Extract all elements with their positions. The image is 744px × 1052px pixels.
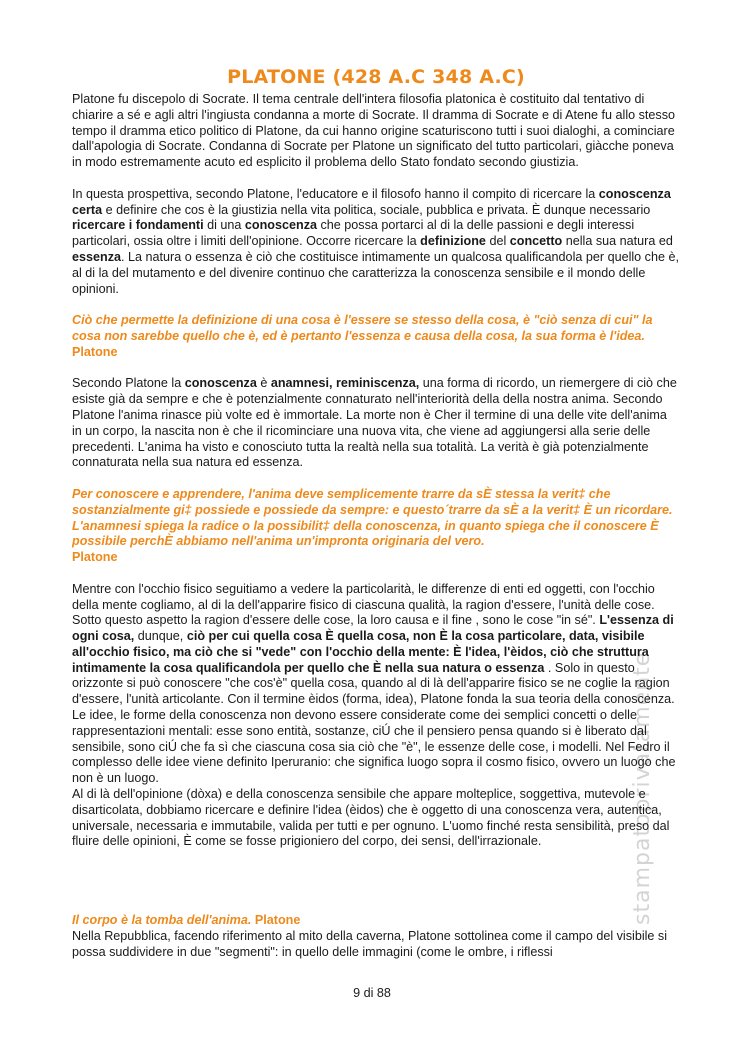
quote-author: Platone	[72, 344, 118, 359]
watermark: stampatoprivatamente	[630, 651, 655, 925]
paragraph-repubblica: Nella Repubblica, facendo riferimento al mito della caverna, Platone sottolinea come il campo del visibile si possa suddividere in due "segmenti": in quello delle immagini (come le ombre, i riflessi	[72, 929, 668, 960]
paragraph-anamnesi: Secondo Platone la conoscenza è anamnesi, reminiscenza, una forma di ricordo, un riemergere di ciò che esiste già da sempre e che è potenzialmente connaturato nell'interiorità della della nostra anima. Secondo Platone l'anima rinasce più volte ed è immortale. La morte non è Cher il termine di una delle vite dell'anima in un corpo, la nascita non è che il ricominciare una nuova vita, che viene ad aggiungersi alla serie delle precedenti. L'anima ha visto e conosciuto tutta la realtà nella sua totalità. La verità è già potenzialmente connaturata nella sua natura ed essenza.	[72, 376, 677, 470]
quote-corpo: Il corpo è la tomba dell'anima. Platone	[72, 913, 301, 928]
quote-definizione: Ciò che permette la definizione di una cosa è l'essere se stesso della cosa, è "ciò senza di cui" la cosa non sarebbe quello che è, ed è pertanto l'essenza e causa della cosa, la sua forma è l'idea. Platone	[72, 313, 653, 359]
paragraph-conoscenza: In questa prospettiva, secondo Platone, l'educatore e il filosofo hanno il compito di ricercare la conoscenza certa e definire che cos è la giustizia nella vita politica, sociale, pubblica e privata. È dunque necessario ricercare i fondamenti di una conoscenza che possa portarci al di la delle passioni e degli interessi particolari, ossia oltre i limiti dell'opinione. Occorre ricercare la definizione del concetto nella sua natura ed essenza. La natura o essenza è ciò che costituisce intimamente un qualcosa qualificandola per quello che è, al di la del mutamento e del divenire continuo che caratterizza la conoscenza sensibile e il mondo delle opinioni.	[72, 186, 679, 296]
paragraph-opinione: Al di là dell'opinione (dòxa) e della conoscenza sensibile che appare molteplice, soggettiva, mutevole e disarticolata, dobbiamo ricercare e definire l'idea (èidos) che è oggetto di una conoscenza vera, autentica, universale, necessaria e immutabile, valida per tutti e per ognuno. L'uomo finché resta sensibilità, preso dal fluire delle opinioni, È come se fosse prigioniero del corpo, dei sensi, dell'irrazionale.	[72, 787, 670, 849]
document-page	[72, 66, 680, 961]
quote-author: Platone	[254, 913, 301, 928]
quote-anamnesi: Per conoscere e apprendere, l'anima deve semplicemente trarre da sÈ stessa la verit‡ che sostanzialmente gi‡ possiede e possiede da sempre: e questo´trarre da sÈ a la verit‡ È un ricordare. L'anamnesi spiega la radice o la possibilit‡ della conoscenza, in quanto spiega che il conoscere È possibile perchÈ abbiamo nell'anima un'impronta originaria del vero. Platone	[72, 486, 673, 565]
paragraph-intro: Platone fu discepolo di Socrate. Il tema centrale dell'intera filosofia platonica è costituito dal tentativo di chiarire a sé e agli altri l'ingiusta condanna a morte di Socrate. Il dramma di Socrate e di Atene fu allo stesso tempo il dramma etico politico di Platone, da cui hanno origine scaturiscono tutti i suoi dialoghi, a cominciare dall'apologia di Socrate. Condanna di Socrate per Platone un significato del tutto particolari, giàcche poneva in modo estremamente acuto ed esplicito il problema dello Stato fondato secondo giustizia.	[72, 92, 676, 170]
paragraph-idea: Mentre con l'occhio fisico seguitiamo a vedere la particolarità, le differenze di enti ed oggetti, con l'occhio della mente cogliamo, al di la dell'apparire fisico di ciascuna qualità, la ragion d'essere, l'unità delle cose. Sotto questo aspetto la ragion d'essere delle cose, la loro causa e il fine , sono le cose "in sé". L'essenza di ogni cosa, dunque, ciò per cui quella cosa È quella cosa, non È la cosa particolare, data, visibile all'occhio fisico, ma ciò che si "vede" con l'occhio della mente: È l'idea, l'èidos, ciò che struttura intimamente la cosa qualificandola per quello che È nella sua natura o essenza . Solo in questo orizzonte si può conoscere "che cos'è" quella cosa, quando al di là dell'apparire fisico se ne coglie la ragion d'essere, l'unità articolante. Con il termine èidos (forma, idea), Platone fonda la sua teoria della conoscenza. Le idee, le forme della conoscenza non devono essere considerate come dei semplici concetti o delle rappresentazioni mentali: esse sono entità, sostanze, ciÚ che il pensiero pensa quando si è liberato dal sensibile, sono ciÚ che fa sì che ciascuna cosa sia ciò che "è", le essenze delle cose, i modelli. Nel Fedro il complesso delle idee viene definito Iperuranio: che significa luogo sopra il cosmo fisico, ovvero un luogo che non è un luogo.	[72, 581, 676, 786]
quote-author: Platone	[72, 550, 118, 565]
page-number: 9 di 88	[353, 986, 391, 1000]
page-title: PLATONE (428 A.C 348 A.C)	[227, 66, 525, 88]
